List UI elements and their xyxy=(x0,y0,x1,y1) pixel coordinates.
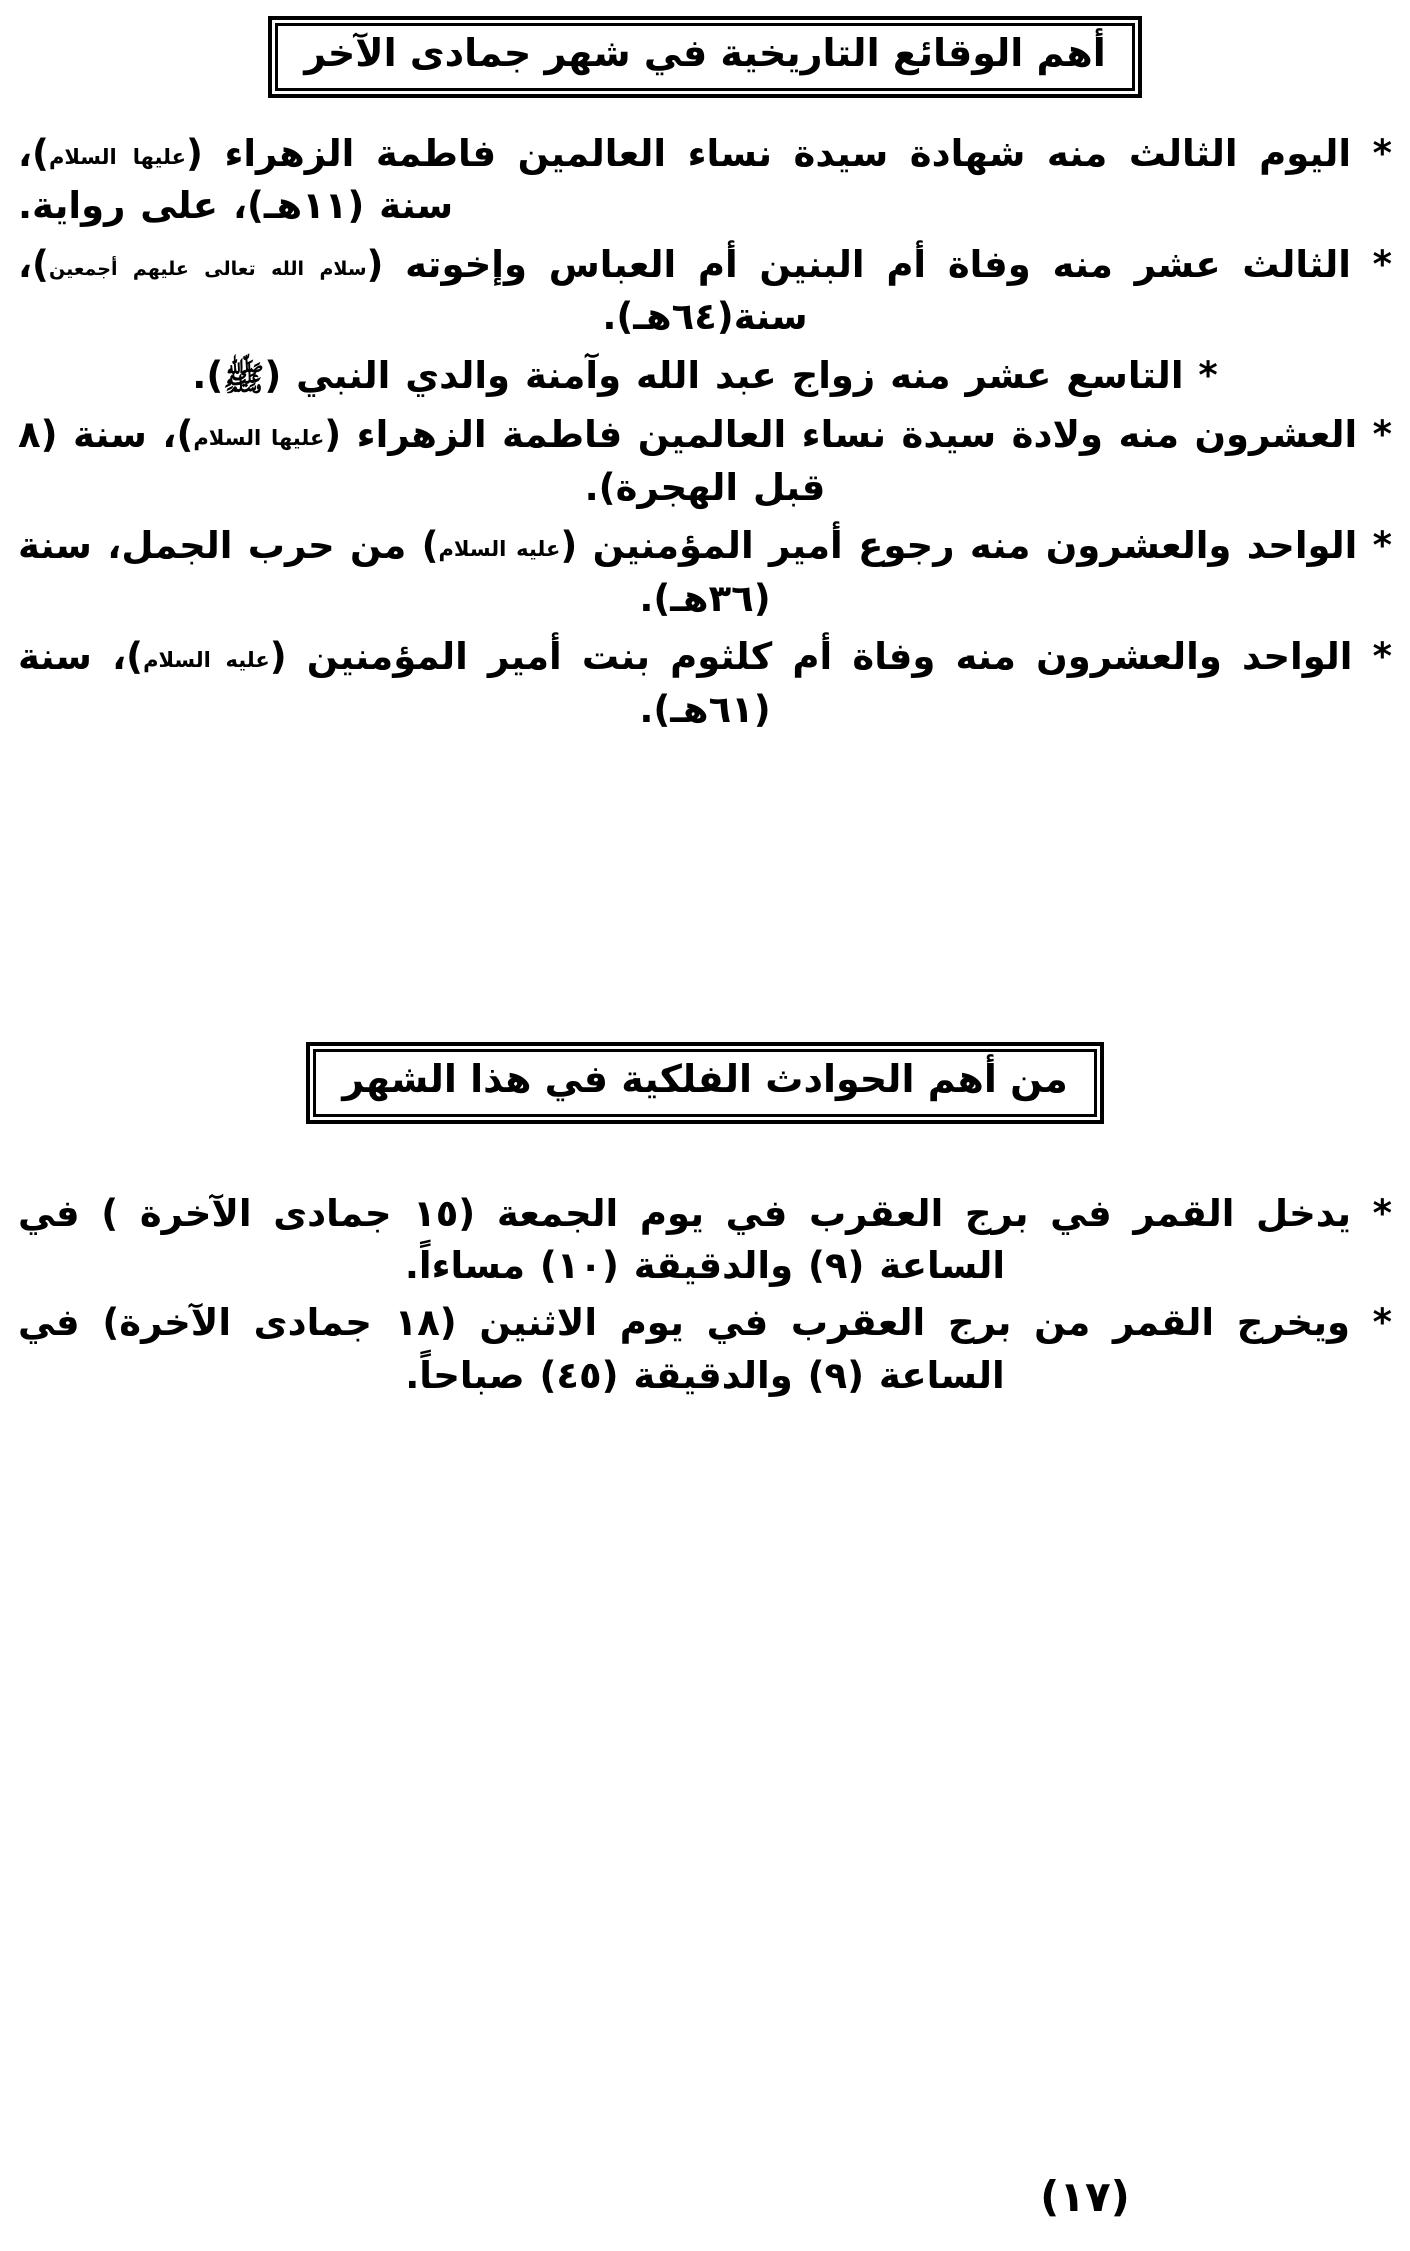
history-entry-19th-prefix: * التاسع عشر منه زواج عبد الله وآمنة والدي النبي ( xyxy=(264,353,1218,397)
history-entry-21st-jamal-prefix: * الواحد والعشرون منه رجوع أمير المؤمنين ( xyxy=(560,524,1393,568)
page-number-text: (١٧) xyxy=(1040,2172,1130,2221)
history-entry-19th-suffix: ). xyxy=(192,353,224,397)
list-item xyxy=(18,239,1392,344)
honorific-icon: عليها السلام xyxy=(48,144,186,169)
list-item: * ويخرج القمر من برج العقرب في يوم الاثنين (١٨ جمادى الآخرة) في الساعة (٩) والدقيقة (٤٥) صباحاً. xyxy=(18,1301,1392,1397)
history-entry-list xyxy=(0,128,1410,737)
list-item xyxy=(18,409,1392,514)
history-entry-3rd-suffix: )، سنة (١١هـ)، على رواية. xyxy=(18,131,454,228)
astronomy-heading-outer-border xyxy=(306,1042,1104,1124)
history-entry-20th-suffix: )، سنة (٨ قبل الهجرة). xyxy=(18,413,826,509)
history-entry-21st-umkulthum-suffix: )، سنة (٦١هـ). xyxy=(18,635,771,731)
history-heading-text: أهم الوقائع التاريخية في شهر جمادى الآخر xyxy=(304,31,1106,75)
astronomy-heading-inner-border xyxy=(313,1049,1097,1117)
history-entry-3rd-prefix: * اليوم الثالث منه شهادة سيدة نساء العالمين فاطمة الزهراء ( xyxy=(185,131,1392,175)
history-entry-13th-suffix: )، سنة(٦٤هـ). xyxy=(18,242,808,339)
history-entry-21st-umkulthum-prefix: * الواحد والعشرون منه وفاة أم كلثوم بنت أمير المؤمنين ( xyxy=(269,635,1393,679)
list-item xyxy=(18,128,1392,233)
list-item xyxy=(18,350,1392,403)
document-page xyxy=(0,16,1410,2251)
history-entry-13th-prefix: * الثالث عشر منه وفاة أم البنين أم العباس وإخوته ( xyxy=(366,242,1392,286)
list-item xyxy=(18,631,1392,736)
history-heading-inner-border xyxy=(275,23,1134,91)
page-number xyxy=(0,2172,1410,2221)
honorific-icon: عليه السلام xyxy=(143,648,270,673)
astronomy-entry-list xyxy=(0,1188,1410,1402)
history-heading-outer-border xyxy=(268,16,1141,98)
honorific-icon: سلام الله تعالى عليهم أجمعين xyxy=(48,257,367,280)
salla-allahu-alayhi-wa-alihi-icon: ﷺ xyxy=(223,358,265,399)
history-heading-box xyxy=(0,16,1410,98)
history-entry-21st-jamal-suffix: ) من حرب الجمل، سنة (٣٦هـ). xyxy=(18,524,771,620)
section-spacer xyxy=(0,742,1410,1042)
honorific-icon: عليها السلام xyxy=(193,426,325,451)
astronomy-heading-text: من أهم الحوادث الفلكية في هذا الشهر xyxy=(342,1057,1068,1102)
honorific-icon: عليه السلام xyxy=(438,537,561,562)
history-entry-20th-prefix: * العشرون منه ولادة سيدة نساء العالمين فاطمة الزهراء ( xyxy=(324,413,1392,457)
astronomy-heading-box xyxy=(0,1042,1410,1124)
list-item: * يدخل القمر في برج العقرب في يوم الجمعة (١٥ جمادى الآخرة ) في الساعة (٩) والدقيقة (١٠) مساءاً. xyxy=(18,1191,1392,1288)
list-item xyxy=(18,520,1392,625)
